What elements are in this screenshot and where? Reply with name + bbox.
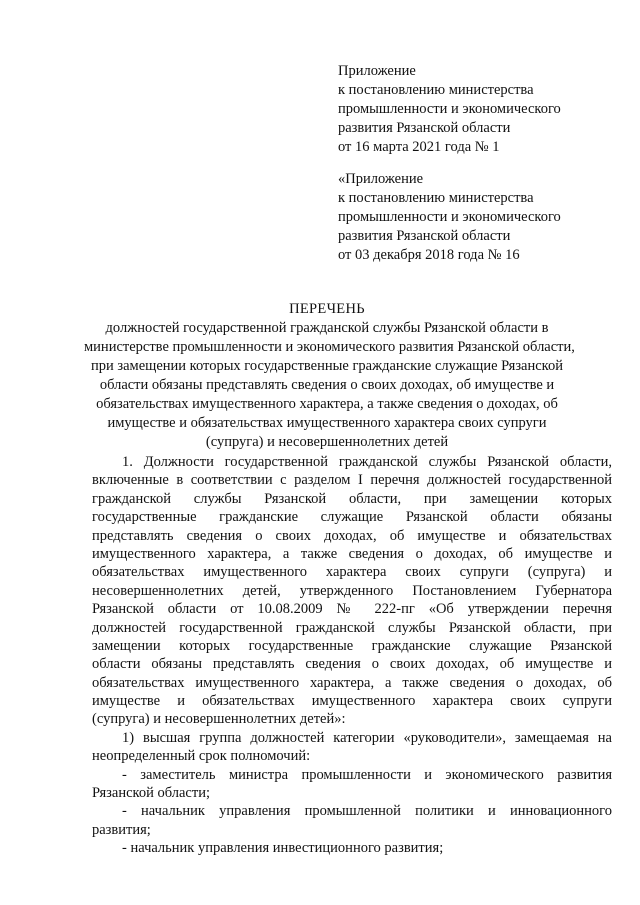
document-title: ПЕРЕЧЕНЬ — [289, 301, 365, 317]
body-line: должностей государственной гражданской службы Рязанской области, при — [92, 619, 612, 636]
appendix-line: «Приложение — [338, 171, 424, 187]
subtitle-line: (супруга) и несовершеннолетних детей — [205, 434, 449, 450]
list-item-line: - начальник управления промышленной политики и инновационного — [122, 803, 612, 820]
subtitle-line: обязательствах имущественного характера, а также сведения о доходах, об — [96, 396, 558, 412]
appendix-line: промышленности и экономического — [338, 209, 561, 225]
body-line: Рязанской области от 10.08.2009 № 222-пг «Об утверждении перечня — [92, 601, 612, 618]
subtitle-line: министерстве промышленности и экономического развития Рязанской области, — [84, 339, 575, 355]
list-item-line: - заместитель министра промышленности и экономического развития — [122, 766, 612, 783]
body-line: государственные гражданские служащие Рязанской области обязаны — [92, 509, 612, 526]
body-line: 1. Должности государственной гражданской службы Рязанской области, — [122, 454, 612, 470]
subtitle-line: области обязаны представлять сведения о своих доходах, об имуществе и — [99, 377, 555, 393]
body-line: имущественного характера, а также сведения о доходах, об имуществе и — [92, 545, 612, 562]
body-line: (супруга) и несовершеннолетних детей»: — [92, 711, 346, 728]
appendix-line: промышленности и экономического — [338, 101, 561, 117]
body-line: обязательствах имущественного характера, а также сведения о доходах, об — [92, 674, 612, 691]
appendix-line: к постановлению министерства — [338, 82, 534, 98]
body-line: имуществе и обязательствах имущественного характера своих супруги — [92, 693, 612, 710]
list-item-line: неопределенный срок полномочий: — [92, 748, 311, 765]
document-subtitle — [84, 319, 575, 452]
document-body — [92, 453, 612, 858]
list-item-line: - начальник управления инвестиционного развития; — [122, 840, 444, 857]
list-item-line: 1) высшая группа должностей категории «руководители», замещаемая на — [122, 729, 612, 746]
quoted-appendix-header — [338, 170, 561, 265]
appendix-header — [338, 62, 561, 157]
body-line: включенные в соответствии с разделом I перечня должностей государственной — [92, 472, 612, 489]
subtitle-line: должностей государственной гражданской службы Рязанской области в — [105, 320, 549, 336]
body-line: несовершеннолетних детей, утвержденного Постановлением Губернатора — [92, 582, 612, 599]
appendix-line: развития Рязанской области — [338, 120, 511, 136]
list-item-line: Рязанской области; — [92, 785, 210, 802]
list-item-line: развития; — [92, 821, 151, 838]
appendix-line: к постановлению министерства — [338, 190, 534, 206]
subtitle-line: при замещении которых государственные гражданские служащие Рязанской — [91, 358, 563, 374]
body-line: области обязаны представлять сведения о своих доходах, об имуществе и — [92, 656, 612, 673]
appendix-date-line: от 16 марта 2021 года № 1 — [338, 139, 500, 155]
subtitle-line: имуществе и обязательствах имущественного характера своих супруги — [107, 415, 547, 431]
body-line: гражданской службы Рязанской области, при замещении которых — [92, 490, 612, 507]
appendix-line: Приложение — [338, 63, 416, 79]
body-line: обязательствах имущественного характера своих супруги (супруга) и — [92, 564, 612, 581]
body-line: замещении которых государственные гражданские служащие Рязанской — [92, 637, 612, 654]
appendix-line: развития Рязанской области — [338, 228, 511, 244]
body-line: представлять сведения о своих доходах, об имуществе и обязательствах — [92, 527, 612, 544]
appendix-date-line: от 03 декабря 2018 года № 16 — [338, 247, 520, 263]
